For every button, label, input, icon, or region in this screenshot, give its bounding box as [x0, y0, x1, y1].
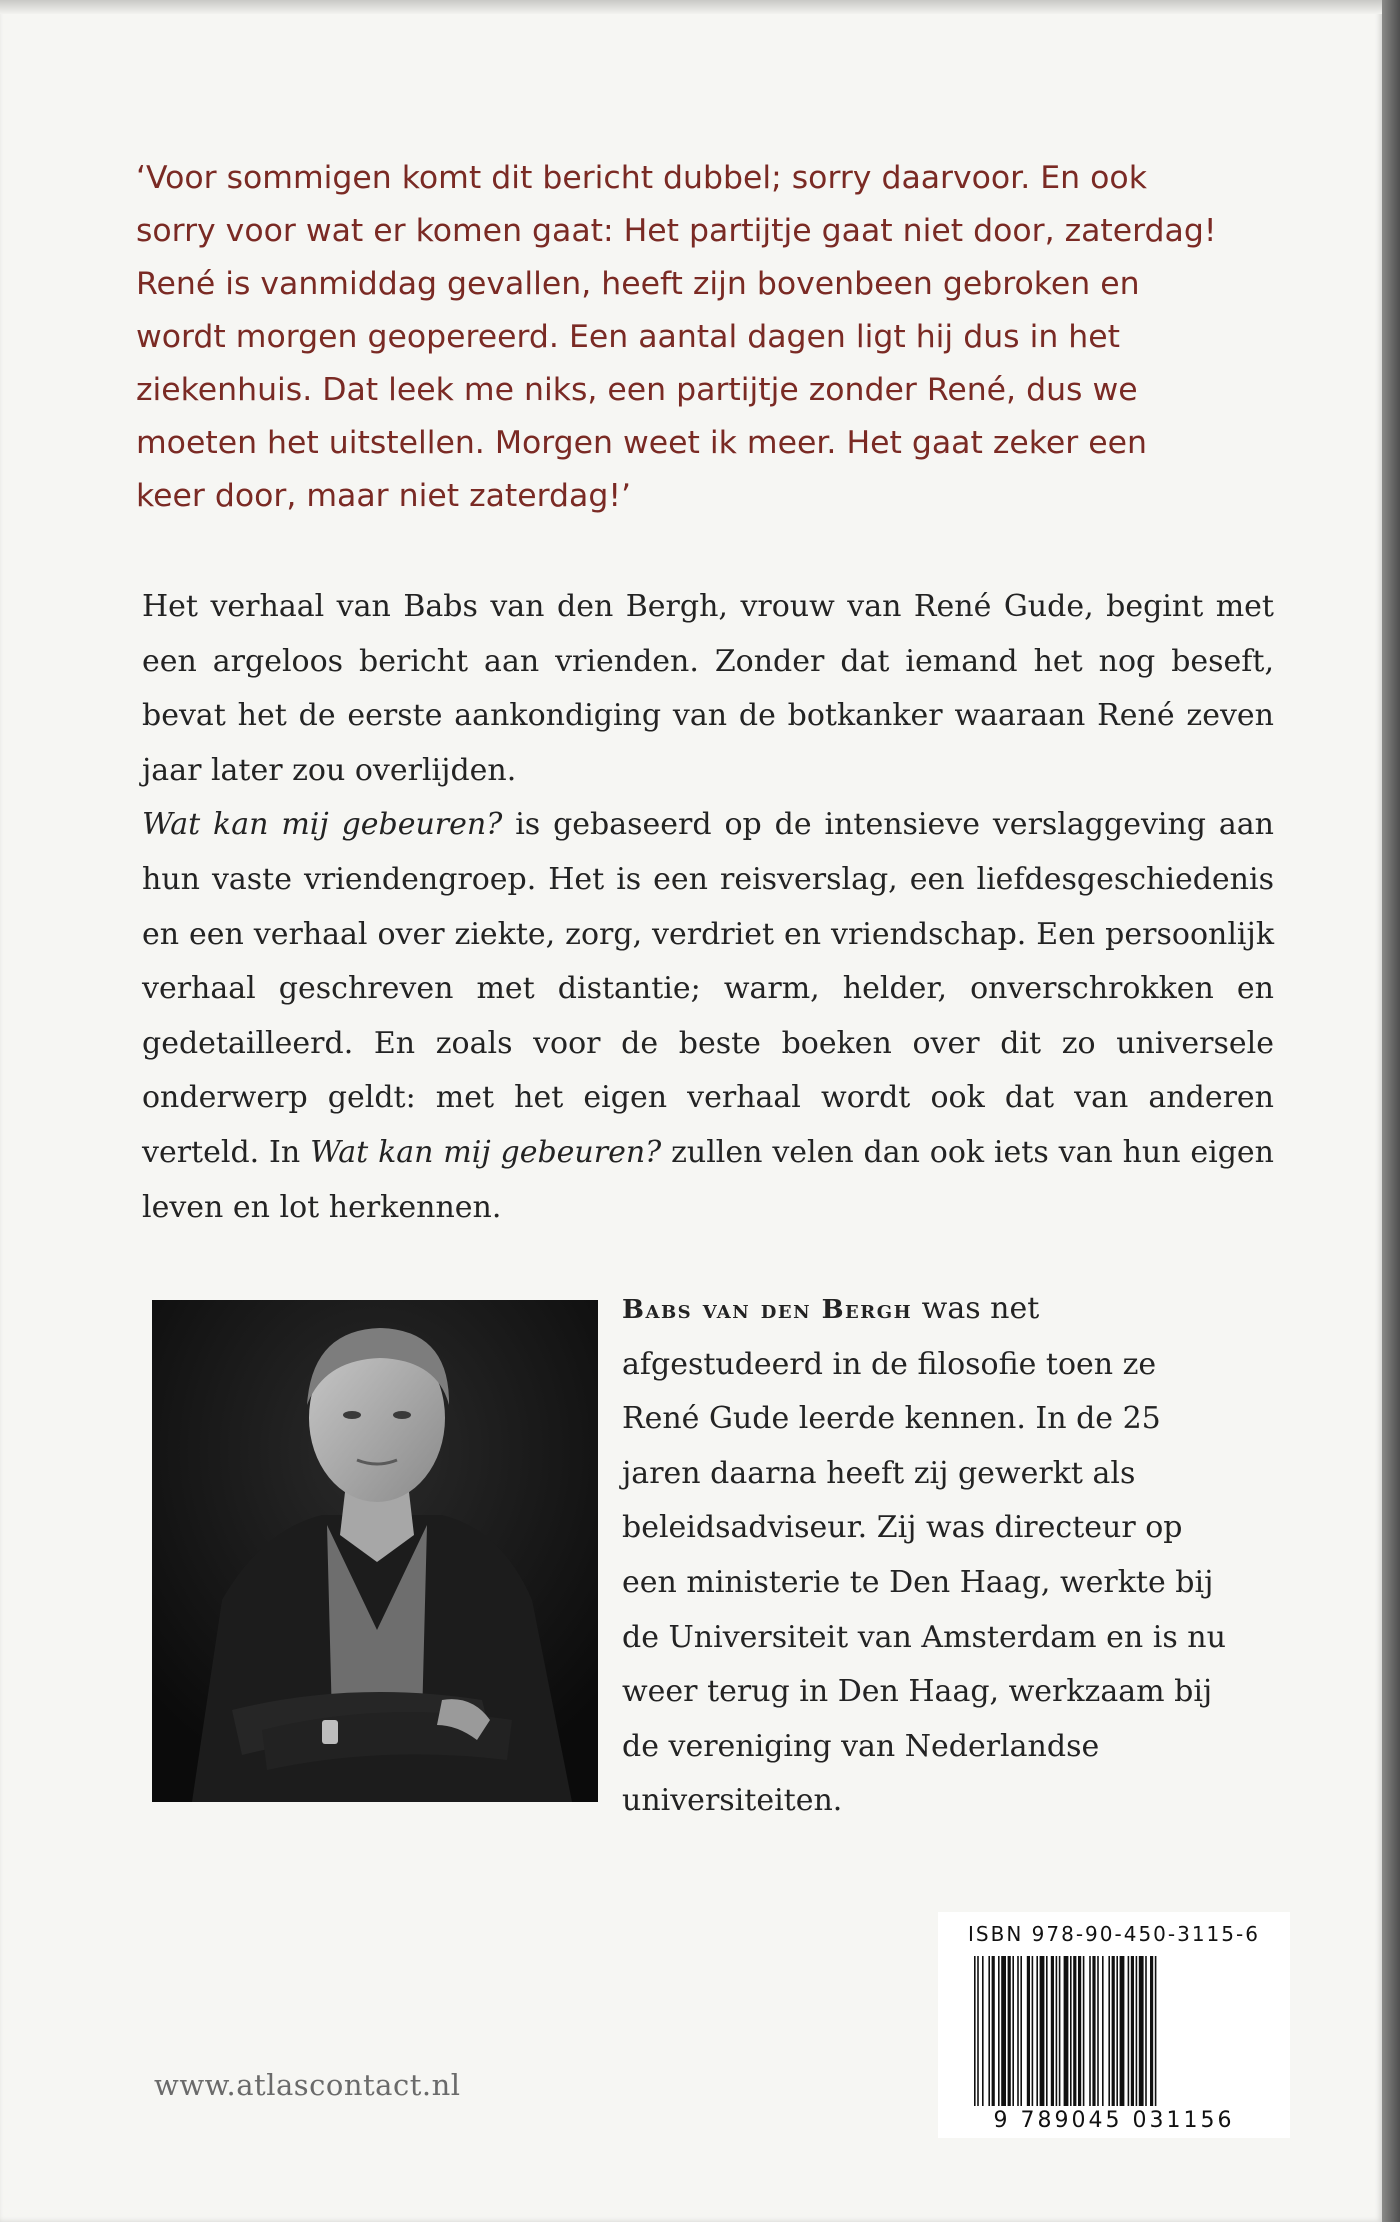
quote-line: ziekenhuis. Dat leek me niks, een partijtje zonder René, dus we [136, 372, 1138, 408]
author-bio [622, 1282, 1242, 1829]
book-title-italic: Wat kan mij gebeuren? [142, 807, 503, 843]
book-description [142, 580, 1274, 1235]
description-middle: is gebaseerd op de intensieve verslaggeving aan hun vaste vriendengroep. Het is een reisverslag, een liefdesgeschiedenis en een verhaal over ziekte, zorg, verdriet en vriendschap. Een persoonlijk verhaal geschreven met distantie; warm, helder, onverschrokken en gedetailleerd. En zoals voor de beste boeken over dit zo universele onderwerp geldt: met het eigen verhaal wordt ook dat van anderen verteld. In [142, 807, 1274, 1170]
cover-top-edge [0, 0, 1382, 14]
description-end: zullen velen dan ook iets van hun eigen leven en lot herkennen. [142, 1134, 1275, 1225]
ean-digits: 9 789045 031156 [993, 2108, 1235, 2133]
isbn-barcode [938, 1912, 1290, 2138]
barcode-bars [974, 1956, 1254, 2106]
book-title-italic: Wat kan mij gebeuren? [310, 1134, 662, 1170]
author-name: Babs van den Bergh [622, 1295, 913, 1325]
quote-line: sorry voor wat er komen gaat: Het partijtje gaat niet door, zaterdag! [136, 213, 1217, 249]
quote-line: moeten het uitstellen. Morgen weet ik meer. Het gaat zeker een [136, 425, 1147, 461]
isbn-label: ISBN 978-90-450-3115-6 [968, 1922, 1260, 1946]
description-intro: Het verhaal van Babs van den Bergh, vrouw van René Gude, begint met een argeloos bericht aan vrienden. Zonder dat iemand het nog beseft, bevat het de eerste aankondiging van de botkanker waaraan René zeven jaar later zou overlijden. [142, 589, 1274, 788]
author-photo [152, 1300, 598, 1802]
publisher-website[interactable]: www.atlascontact.nl [154, 2068, 461, 2102]
quote-line: René is vanmiddag gevallen, heeft zijn bovenbeen gebroken en [136, 266, 1140, 302]
cover-right-edge [1382, 0, 1400, 2222]
quote-line: keer door, maar niet zaterdag!’ [136, 478, 631, 514]
quote-line: ‘Voor sommigen komt dit bericht dubbel; sorry daarvoor. En ook [136, 160, 1147, 196]
author-bio-text: was net afgestudeerd in de filosofie toen ze René Gude leerde kennen. In de 25 jaren daarna heeft zij gewerkt als beleidsadviseur. Zij was directeur op een ministerie te Den Haag, werkte bij de Universiteit van Amsterdam en is nu weer terug in Den Haag, werkzaam bij de vereniging van Nederlandse universiteiten. [622, 1291, 1226, 1819]
quote-line: wordt morgen geopereerd. Een aantal dagen ligt hij dus in het [136, 319, 1121, 355]
opening-quote [136, 152, 1256, 523]
